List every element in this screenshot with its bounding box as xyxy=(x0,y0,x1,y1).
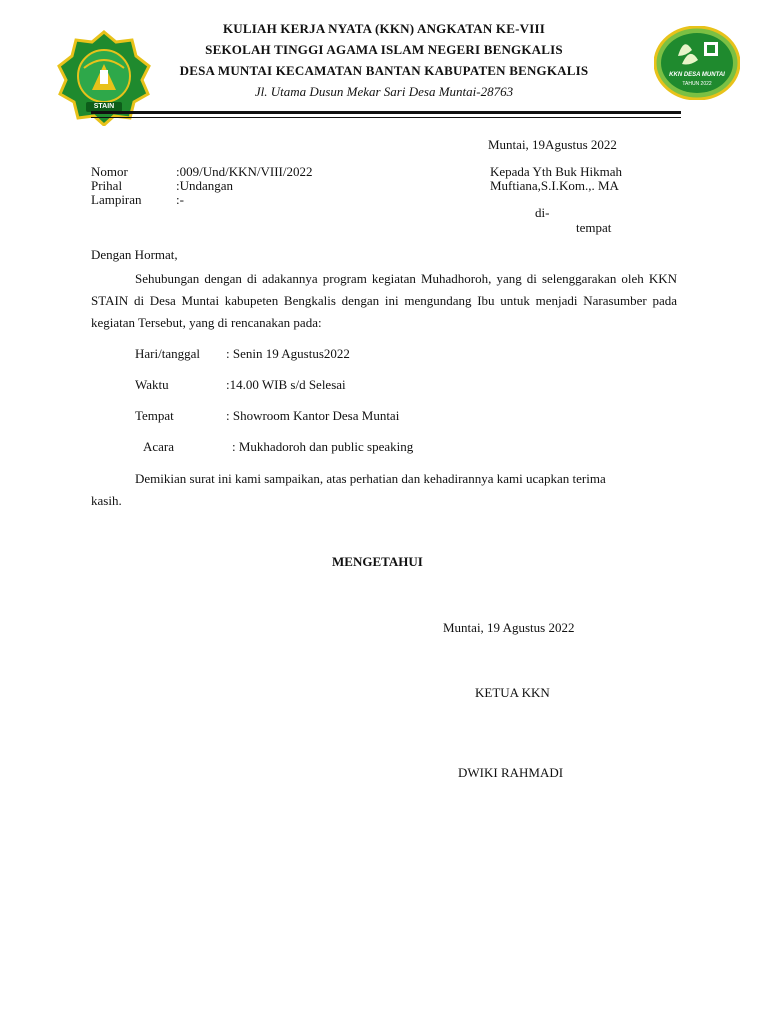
hari-value: : Senin 19 Agustus2022 xyxy=(226,346,350,361)
lampiran-value: :- xyxy=(176,192,184,207)
recipient-line-4: tempat xyxy=(576,220,612,235)
letterhead-rule-thin xyxy=(91,117,681,118)
waktu-label: Waktu xyxy=(135,377,169,392)
recipient-line-3: di- xyxy=(535,205,550,220)
recipient-line-1: Kepada Yth Buk Hikmah xyxy=(490,164,623,179)
tempat-label: Tempat xyxy=(135,408,174,423)
body-paragraph: Sehubungan dengan di adakannya program kegiatan Muhadhoroh, yang di selenggarakan oleh KKN STAIN di Desa Muntai kabupeten Bengkalis dengan ini mengundang Ibu untuk menjadi Narasumber pada kegiatan Tersebut, yang di rencanakan pada: xyxy=(91,271,677,330)
lampiran-label: Lampiran xyxy=(91,192,142,207)
mengetahui-heading: MENGETAHUI xyxy=(332,554,423,569)
signature-role: KETUA KKN xyxy=(475,685,550,700)
kkn-logo-title: KKN DESA MUNTAI xyxy=(669,72,725,78)
prihal-label: Prihal xyxy=(91,178,123,193)
waktu-value: :14.00 WIB s/d Selesai xyxy=(226,377,346,392)
recipient-line-2: Muftiana,S.I.Kom.,. MA xyxy=(490,178,619,193)
letterhead-rule-thick xyxy=(91,111,681,114)
letterhead-line-2: SEKOLAH TINGGI AGAMA ISLAM NEGERI BENGKALIS xyxy=(205,42,563,57)
letterhead-line-3: DESA MUNTAI KECAMATAN BANTAN KABUPATEN BENGKALIS xyxy=(179,63,589,78)
acara-label: Acara xyxy=(143,439,175,454)
signature-name: DWIKI RAHMADI xyxy=(458,765,564,780)
acara-value: : Mukhadoroh dan public speaking xyxy=(232,439,414,454)
letterhead-address: Jl. Utama Dusun Mekar Sari Desa Muntai-28763 xyxy=(254,84,514,99)
tempat-value: : Showroom Kantor Desa Muntai xyxy=(226,408,400,423)
greeting: Dengan Hormat, xyxy=(91,247,178,262)
hari-label: Hari/tanggal xyxy=(135,346,200,361)
stain-logo-text: STAIN xyxy=(93,103,115,110)
prihal-value: :Undangan xyxy=(176,178,234,193)
nomor-label: Nomor xyxy=(91,164,128,179)
nomor-value: :009/Und/KKN/VIII/2022 xyxy=(176,164,313,179)
letterhead-line-1: KULIAH KERJA NYATA (KKN) ANGKATAN KE-VIII xyxy=(222,21,546,36)
closing-paragraph: Demikian surat ini kami sampaikan, atas perhatian dan kehadirannya kami ucapkan terima kasih. xyxy=(91,471,606,508)
kkn-logo-year: TAHUN 2022 xyxy=(682,81,712,87)
letter-date: Muntai, 19Agustus 2022 xyxy=(488,137,617,152)
signature-date: Muntai, 19 Agustus 2022 xyxy=(443,620,575,635)
